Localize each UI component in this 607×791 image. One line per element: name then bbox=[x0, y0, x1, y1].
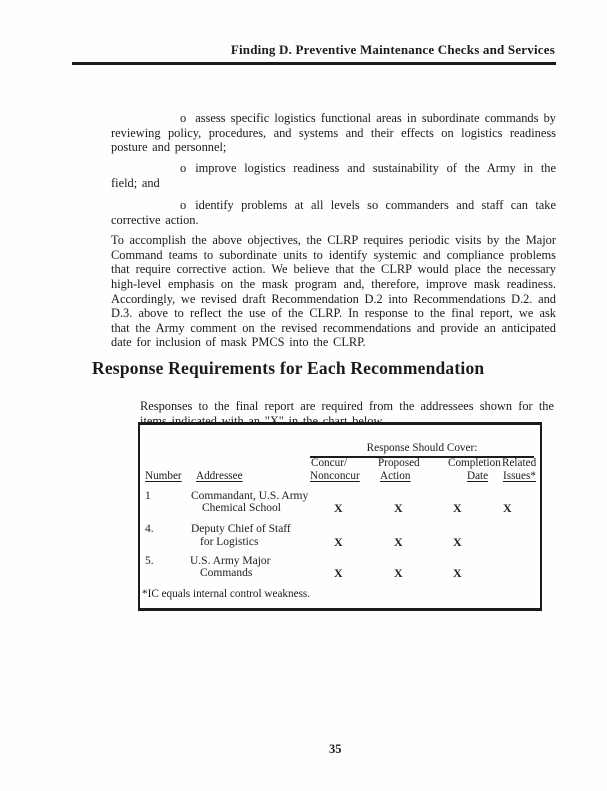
response-requirements-table bbox=[138, 422, 542, 611]
x-proposed: X bbox=[394, 501, 403, 515]
x-concur: X bbox=[334, 501, 343, 515]
row-addressee-line1: Deputy Chief of Staff bbox=[191, 523, 291, 535]
bullet-text: identify problems at all levels so commanders and staff can take corrective action. bbox=[111, 198, 556, 227]
bullet-marker: o bbox=[180, 161, 187, 176]
col-header-proposed-2: Action bbox=[380, 470, 411, 482]
row-addressee-line2: Commands bbox=[200, 567, 253, 579]
bullet-marker: o bbox=[180, 198, 187, 213]
col-header-concur-2: Nonconcur bbox=[310, 470, 360, 482]
col-header-completion-2: Date bbox=[467, 470, 489, 482]
bullet-marker: o bbox=[180, 111, 187, 126]
page-number: 35 bbox=[329, 742, 342, 756]
row-number: 1 bbox=[145, 490, 151, 502]
row-number: 4. bbox=[145, 523, 154, 535]
section-heading: Response Requirements for Each Recommendation bbox=[92, 357, 485, 378]
row-addressee-line2: for Logistics bbox=[200, 536, 259, 548]
col-header-addressee: Addressee bbox=[196, 470, 243, 482]
x-completion: X bbox=[453, 566, 462, 580]
paragraph-responses: Responses to the final report are required from the addressees shown for the items indicated with an "X" in the chart below. bbox=[140, 399, 554, 428]
x-concur: X bbox=[334, 566, 343, 580]
header-rule bbox=[72, 62, 556, 65]
bullet-item-2 bbox=[111, 161, 556, 190]
x-concur: X bbox=[334, 535, 343, 549]
x-completion: X bbox=[453, 535, 462, 549]
table-footnote: *IC equals internal control weakness. bbox=[142, 588, 311, 600]
paragraph-clrp: To accomplish the above objectives, the CLRP requires periodic visits by the Major Command teams to subordinate units to identify systemic and compliance problems that require corrective action. We believe that the CLRP would place the necessary high-level emphasis on the mask program and, therefore, improve mask readiness. Accordingly, we revised draft Recommendation D.2 into Recommendations D.2. and D.3. above to reflect the use of the CLRP. In response to the final report, we ask that the Army comment on the revised recommendations and provide an anticipated date for inclusion of mask PMCS into the CLRP. bbox=[111, 233, 556, 350]
bullet-item-1 bbox=[111, 111, 556, 155]
row-number: 5. bbox=[145, 555, 154, 567]
col-header-completion-1: Completion bbox=[448, 457, 501, 469]
table-span-header: Response Should Cover: bbox=[310, 442, 534, 458]
col-header-related-1: Related bbox=[502, 457, 537, 469]
bullet-item-3 bbox=[111, 198, 556, 227]
bullet-text: improve logistics readiness and sustainability of the Army in the field; and bbox=[111, 161, 556, 190]
col-header-related-2: Issues* bbox=[503, 470, 536, 482]
row-addressee-line1: U.S. Army Major bbox=[190, 555, 271, 567]
x-completion: X bbox=[453, 501, 462, 515]
running-header: Finding D. Preventive Maintenance Checks and Services bbox=[230, 42, 555, 57]
col-header-proposed-1: Proposed bbox=[378, 457, 420, 469]
row-addressee-line1: Commandant, U.S. Army bbox=[191, 490, 309, 502]
x-related: X bbox=[503, 501, 512, 515]
x-proposed: X bbox=[394, 566, 403, 580]
col-header-number: Number bbox=[145, 470, 182, 482]
row-addressee-line2: Chemical School bbox=[202, 502, 281, 514]
bullet-text: assess specific logistics functional areas in subordinate commands by reviewing policy, procedures, and systems and their effects on logistics readiness posture and personnel; bbox=[111, 111, 556, 155]
x-proposed: X bbox=[394, 535, 403, 549]
col-header-concur-1: Concur/ bbox=[311, 457, 348, 469]
